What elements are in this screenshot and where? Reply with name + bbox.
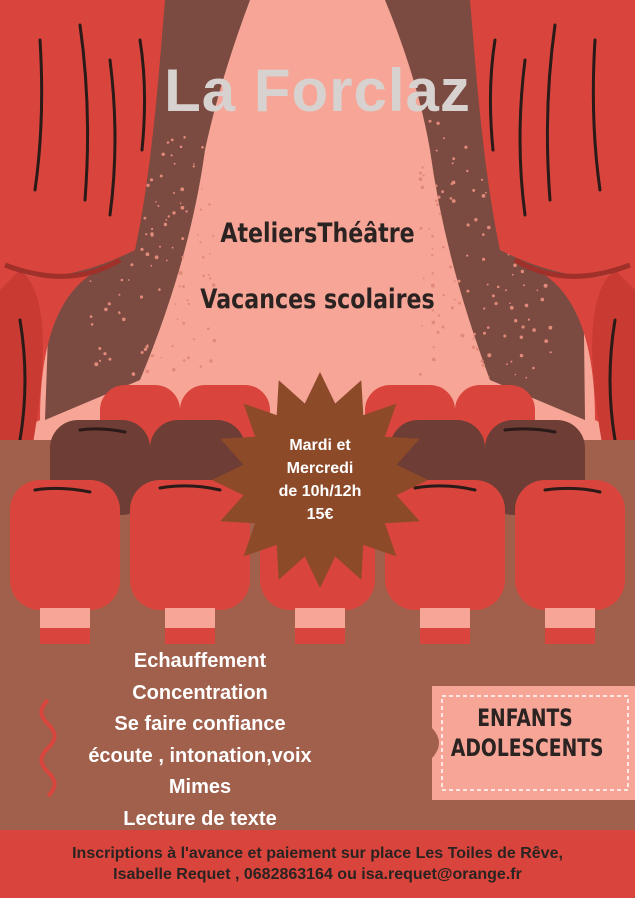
- schedule-price: 15€: [306, 506, 334, 523]
- footer-line-contact: Isabelle Requet , 0682863164 ou isa.requet@orange.fr: [113, 866, 522, 883]
- activity-item: Echauffement: [133, 650, 267, 672]
- schedule-badge: [260, 434, 380, 526]
- schedule-days-line1: Mardi et: [289, 437, 351, 454]
- poster-title: La Forclaz: [164, 57, 471, 124]
- activity-item: Concentration: [132, 681, 268, 704]
- schedule-days-line2: Mercredi: [286, 460, 354, 477]
- schedule-hours: de 10h/12h: [278, 483, 362, 500]
- audience-adolescents: ADOLESCENTS: [450, 734, 604, 762]
- activities-list: [60, 646, 340, 836]
- footer-line-inscriptions: Inscriptions à l'avance et paiement sur place Les Toiles de Rêve,: [72, 845, 563, 862]
- audience-ticket-text: [450, 703, 604, 763]
- activity-item: Lecture de texte: [123, 807, 277, 830]
- audience-enfants: ENFANTS: [477, 704, 573, 732]
- footer-contact: [0, 843, 635, 885]
- activity-item: écoute , intonation,voix: [88, 744, 312, 767]
- activity-item: Mimes: [168, 776, 232, 799]
- subtitle-ateliers: AteliersThéâtre: [220, 218, 415, 249]
- activity-item: Se faire confiance: [114, 713, 286, 736]
- subtitle-vacances: Vacances scolaires: [200, 284, 435, 315]
